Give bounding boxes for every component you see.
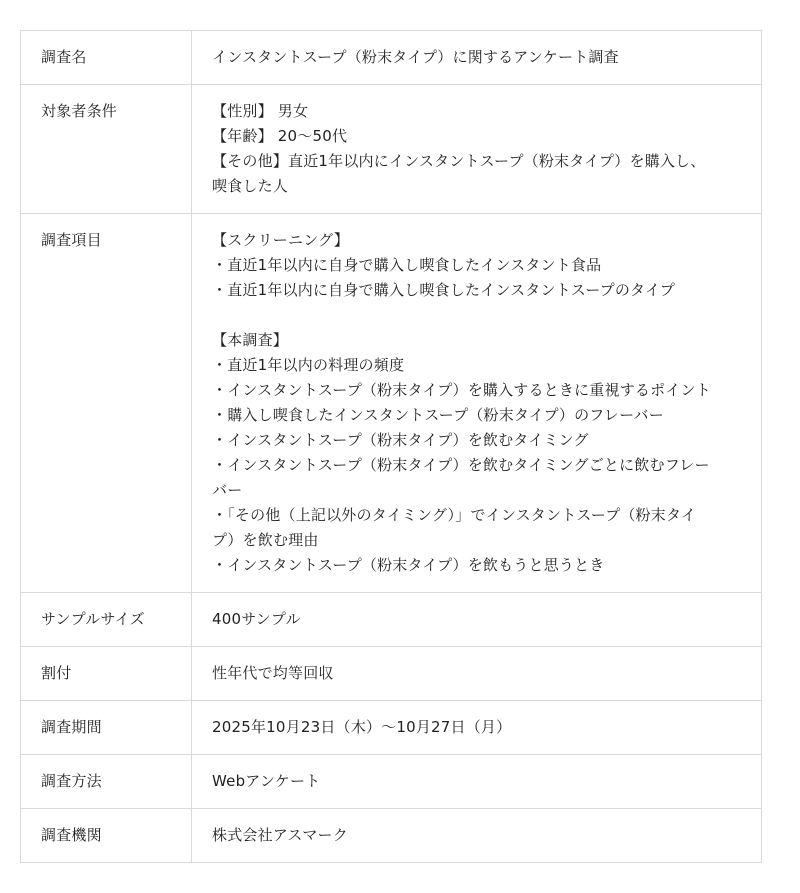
value-line: 【年齢】 20～50代 xyxy=(212,127,348,145)
table-row-allocation xyxy=(21,647,762,701)
value-line: ・直近1年以内に自身で購入し喫食したインスタントスープのタイプ xyxy=(212,281,675,299)
row-value xyxy=(192,85,762,214)
value-line: ・直近1年以内に自身で購入し喫食したインスタント食品 xyxy=(212,256,602,274)
row-label: サンプルサイズ xyxy=(21,593,192,647)
value-line: ・インスタントスープ（粉末タイプ）を飲むタイミングごとに飲むフレー xyxy=(212,456,710,474)
survey-overview-table xyxy=(20,30,762,863)
value-line: 【性別】 男女 xyxy=(212,102,309,120)
value-line: インスタントスープ（粉末タイプ）に関するアンケート調査 xyxy=(212,48,619,66)
row-label: 割付 xyxy=(21,647,192,701)
table-row-sample-size xyxy=(21,593,762,647)
value-line: Webアンケート xyxy=(212,772,321,790)
value-line xyxy=(212,303,741,328)
value-line: ・購入し喫食したインスタントスープ（粉末タイプ）のフレーバー xyxy=(212,406,664,424)
row-value xyxy=(192,647,762,701)
row-label: 調査名 xyxy=(21,31,192,85)
value-line: 【本調査】 xyxy=(212,331,289,349)
table-row-survey-agency xyxy=(21,809,762,863)
value-line: 喫食した人 xyxy=(212,177,289,195)
value-line: ・「その他（上記以外のタイミング）」でインスタントスープ（粉末タイ xyxy=(212,506,697,524)
row-label: 調査方法 xyxy=(21,755,192,809)
row-value xyxy=(192,31,762,85)
value-line: ・直近1年以内の料理の頻度 xyxy=(212,356,405,374)
value-line: 2025年10月23日（木）～10月27日（月） xyxy=(212,718,512,736)
row-label: 調査機関 xyxy=(21,809,192,863)
value-line: プ）を飲む理由 xyxy=(212,531,319,549)
table-row-survey-items xyxy=(21,214,762,593)
value-line: ・インスタントスープ（粉末タイプ）を飲むタイミング xyxy=(212,431,589,449)
row-label: 対象者条件 xyxy=(21,85,192,214)
survey-table-body xyxy=(21,31,762,863)
value-line: ・インスタントスープ（粉末タイプ）を飲もうと思うとき xyxy=(212,556,605,574)
table-row-target-conditions xyxy=(21,85,762,214)
row-value xyxy=(192,593,762,647)
row-value xyxy=(192,809,762,863)
value-line: バー xyxy=(212,481,243,499)
value-line: 性年代で均等回収 xyxy=(212,664,334,682)
row-label: 調査項目 xyxy=(21,214,192,593)
value-line: 【スクリーニング】 xyxy=(212,231,349,249)
row-label: 調査期間 xyxy=(21,701,192,755)
value-line: ・インスタントスープ（粉末タイプ）を購入するときに重視するポイント xyxy=(212,381,711,399)
value-line: 株式会社アスマーク xyxy=(212,826,348,844)
table-row-survey-period xyxy=(21,701,762,755)
row-value xyxy=(192,701,762,755)
table-row-survey-name xyxy=(21,31,762,85)
value-line: 【その他】直近1年以内にインスタントスープ（粉末タイプ）を購入し、 xyxy=(212,152,706,170)
value-line: 400サンプル xyxy=(212,610,301,628)
row-value xyxy=(192,755,762,809)
table-row-survey-method xyxy=(21,755,762,809)
row-value xyxy=(192,214,762,593)
